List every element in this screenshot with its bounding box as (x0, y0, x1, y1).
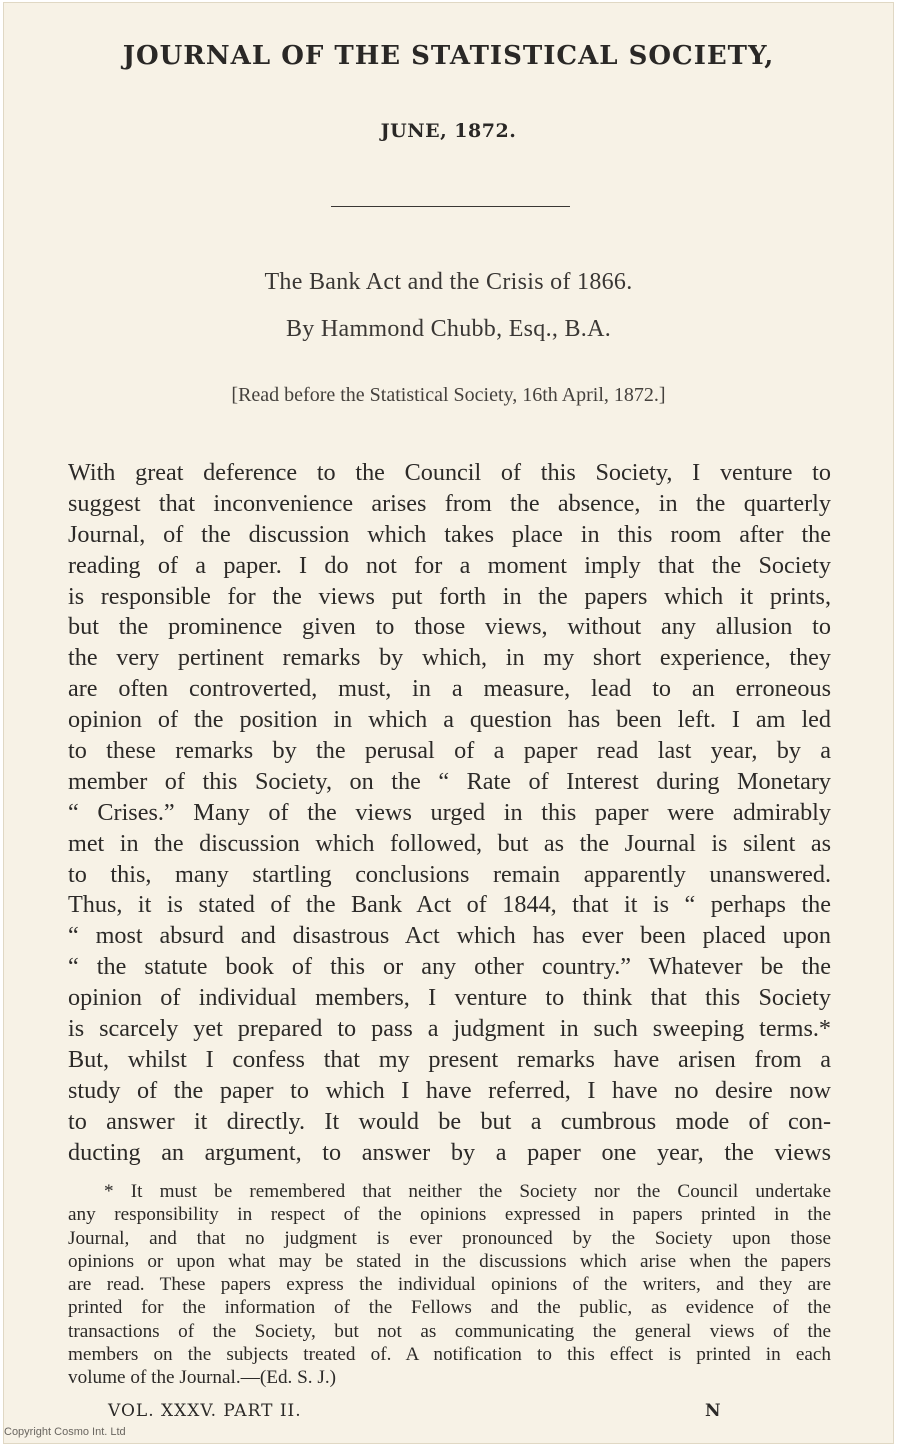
body-line: Journal, of the discussion which takes place in this room after the (68, 520, 831, 548)
journal-page (3, 2, 894, 1444)
paper-title: The Bank Act and the Crisis of 1866. (264, 269, 633, 295)
footnote-line: printed for the information of the Fellows and the public, as evidence of the (68, 1297, 831, 1319)
footnote-line: volume of the Journal.—(Ed. S. J.) (68, 1367, 337, 1389)
journal-title: JOURNAL OF THE STATISTICAL SOCIETY, (122, 41, 775, 71)
footnote-line: are read. These papers express the individual opinions of the writers, and they are (68, 1274, 831, 1296)
body-line: suggest that inconvenience arises from the absence, in the quarterly (68, 489, 831, 517)
footnote (68, 1180, 831, 1390)
read-note: [Read before the Statistical Society, 16th April, 1872.] (231, 384, 666, 406)
body-line: is scarcely yet prepared to pass a judgment in such sweeping terms.* (68, 1015, 831, 1043)
body-line: study of the paper to which I have referred, I have no desire now (68, 1076, 831, 1104)
body-line: are often controverted, must, in a measure, lead to an erroneous (68, 675, 831, 703)
body-line: to this, many startling conclusions remain apparently unanswered. (68, 860, 831, 888)
body-line: ducting an argument, to answer by a paper one year, the views (68, 1138, 831, 1166)
body-line: With great deference to the Council of this Society, I venture to (68, 459, 831, 486)
body-line: met in the discussion which followed, but as the Journal is silent as (68, 829, 831, 857)
author-line: By Hammond Chubb, Esq., B.A. (285, 316, 612, 342)
signature-mark: N (705, 1401, 721, 1421)
body-line: member of this Society, on the “ Rate of Interest during Monetary (68, 767, 831, 795)
body-line: “ the statute book of this or any other country.” Whatever be the (68, 953, 831, 981)
body-line: to these remarks by the perusal of a paper read last year, by a (68, 737, 831, 765)
body-line: opinion of individual members, I venture to think that this Society (68, 984, 831, 1012)
body-line: “ most absurd and disastrous Act which has ever been placed upon (68, 922, 831, 950)
body-line: “ Crises.” Many of the views urged in this paper were admirably (68, 798, 831, 826)
body-line: is responsible for the views put forth in the papers which it prints, (68, 582, 831, 610)
body-line: But, whilst I confess that my present remarks have arisen from a (68, 1045, 831, 1073)
body-line: to answer it directly. It would be but a cumbrous mode of con- (68, 1107, 831, 1135)
body-line: but the prominence given to those views, without any allusion to (68, 613, 831, 641)
footnote-line: opinions or upon what may be stated in the discussions which arise when the papers (68, 1250, 831, 1272)
body-line: Thus, it is stated of the Bank Act of 1844, that it is “ perhaps the (68, 891, 831, 919)
article-body (68, 458, 831, 1168)
footnote-line: members on the subjects treated of. A notification to this effect is printed in each (68, 1344, 831, 1366)
footnote-line: * It must be remembered that neither the Society nor the Council undertake (104, 1181, 831, 1202)
footnote-line: Journal, and that no judgment is ever pronounced by the Society upon those (68, 1227, 831, 1249)
issue-date: JUNE, 1872. (380, 120, 517, 142)
body-line: reading of a paper. I do not for a moment imply that the Society (68, 551, 831, 579)
footnote-line: any responsibility in respect of the opinions expressed in papers printed in the (68, 1204, 831, 1226)
footnote-line: transactions of the Society, but not as communicating the general views of the (68, 1320, 831, 1342)
body-line: opinion of the position in which a question has been left. I am led (68, 706, 831, 734)
section-divider (331, 206, 570, 207)
copyright-watermark: Copyright Cosmo Int. Ltd (4, 1426, 126, 1438)
body-line: the very pertinent remarks by which, in my short experience, they (68, 644, 831, 672)
volume-part-label: VOL. XXXV. PART II. (108, 1401, 302, 1421)
